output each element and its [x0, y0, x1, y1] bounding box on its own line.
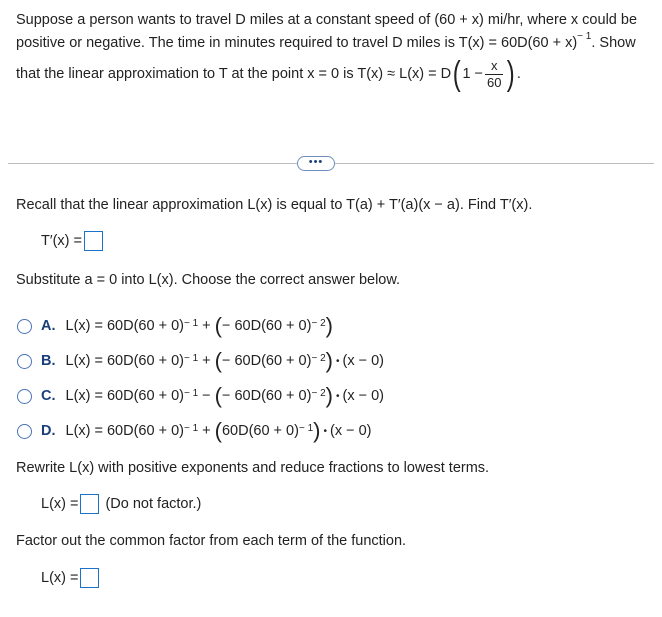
fraction-x-over-60: $\frac{x}{60}$ [487, 57, 502, 90]
lx-factored-answer-row: L(x) = [41, 568, 99, 588]
left-paren: ( [452, 55, 461, 93]
lx-factored-answer-input[interactable] [80, 568, 99, 588]
lx-answer-input[interactable] [80, 494, 99, 514]
radio-icon[interactable] [17, 319, 32, 334]
problem-line-3: that the linear approximation to T at the point x = 0 is T(x) ≈ L(x) = D ( 1 − $\frac{x}{60}$ ) . [16, 55, 521, 93]
radio-icon[interactable] [17, 389, 32, 404]
tprime-answer-row: T′(x) = [41, 231, 103, 251]
substitute-instruction: Substitute a = 0 into L(x). Choose the correct answer below. [16, 272, 401, 288]
radio-icon[interactable] [17, 354, 32, 369]
right-paren: ) [507, 55, 516, 93]
option-a[interactable]: A. L(x) = 60D(60 + 0) $^{- 1}$ + ( − 60D(60 + 0) $^{- 2}$ ) [17, 318, 333, 334]
more-options-button[interactable]: ••• [297, 156, 335, 171]
lx-answer-row: L(x) = (Do not factor.) [41, 496, 202, 512]
tprime-answer-input[interactable] [84, 231, 103, 251]
problem-line-1: Suppose a person wants to travel D miles at a constant speed of (60 + x) mi/hr, where x could be [16, 12, 638, 28]
factor-instruction: Factor out the common factor from each term of the function. [16, 533, 407, 549]
option-d[interactable]: D. L(x) = 60D(60 + 0) $^{- 1}$ + ( 60D(60 + 0) $^{- 1}$ ) • (x − 0) [17, 423, 371, 439]
recall-instruction: Recall that the linear approximation L(x) is equal to T(a) + T′(a)(x − a). Find T′(x). [16, 197, 533, 213]
problem-line-2: positive or negative. The time in minutes required to travel D miles is $T(x) = 60D(60 + x)^{- 1}$. Show [16, 31, 636, 51]
option-b[interactable]: B. L(x) = 60D(60 + 0) $^{- 1}$ + ( − 60D(60 + 0) $^{- 2}$ ) • (x − 0) [17, 353, 384, 369]
option-c[interactable]: C. L(x) = 60D(60 + 0) $^{- 1}$ − ( − 60D(60 + 0) $^{- 2}$ ) • (x − 0) [17, 388, 384, 404]
radio-icon[interactable] [17, 424, 32, 439]
rewrite-instruction: Rewrite L(x) with positive exponents and reduce fractions to lowest terms. [16, 460, 490, 476]
